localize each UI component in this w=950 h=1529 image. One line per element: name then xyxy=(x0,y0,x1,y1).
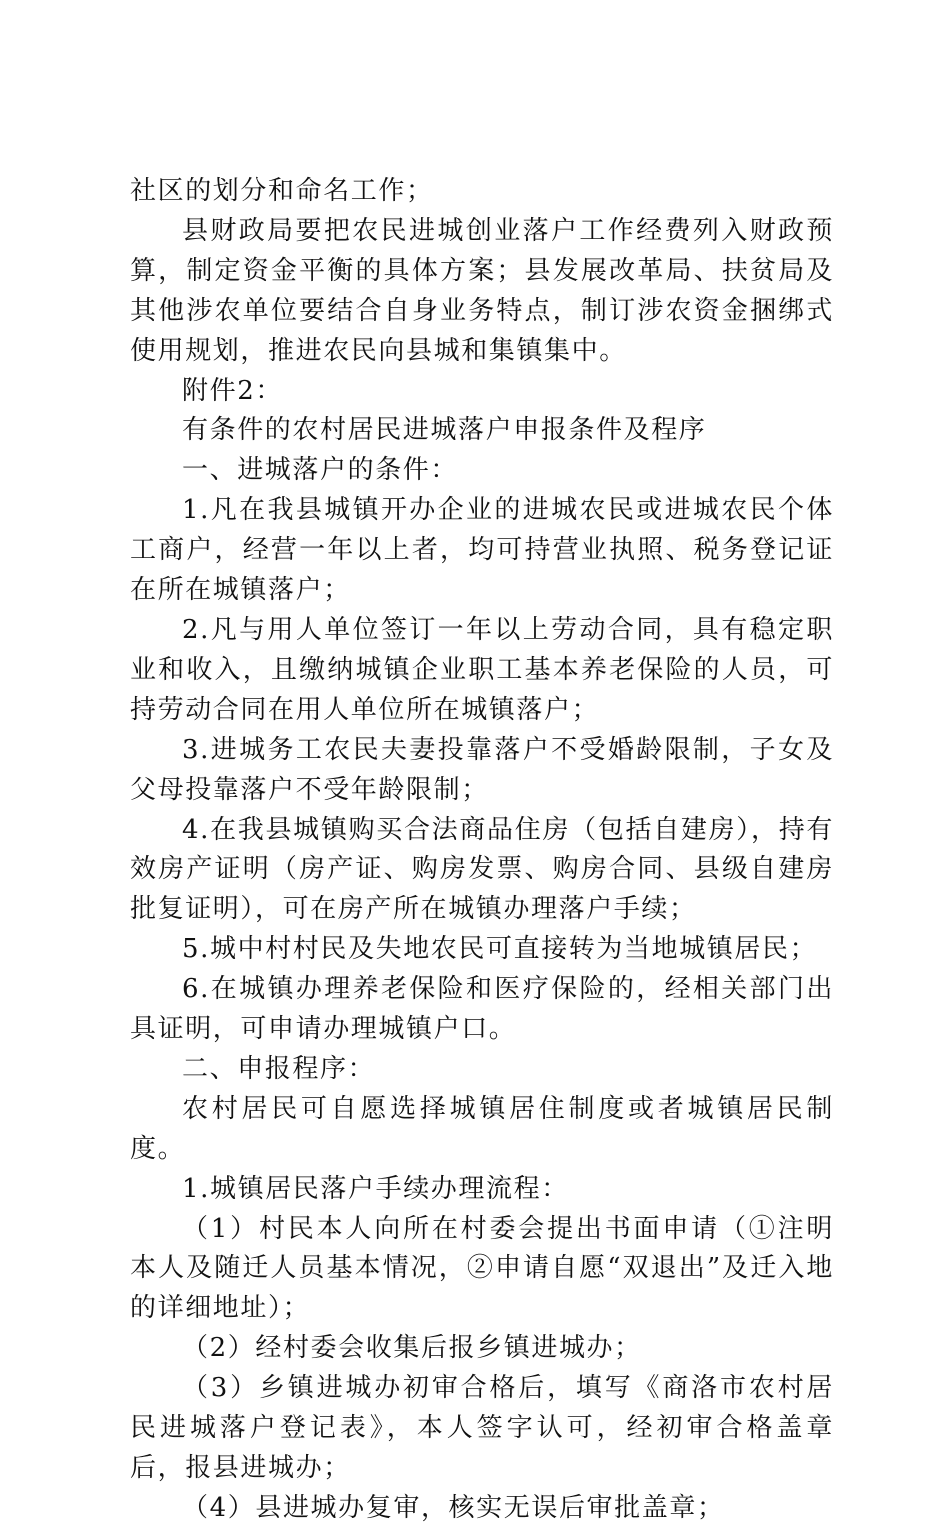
condition-item-1: 1.凡在我县城镇开办企业的进城农民或进城农民个体工商户，经营一年以上者，均可持营业执照、税务登记证在所在城镇落户； xyxy=(130,495,834,606)
paragraph-community-naming: 社区的划分和命名工作； xyxy=(130,176,434,206)
section-heading-procedure: 二、申报程序： xyxy=(182,1053,376,1084)
attachment-label: 附件2： xyxy=(182,375,283,406)
condition-item-6: 6.在城镇办理养老保险和医疗保险的，经相关部门出具证明，可申请办理城镇户口。 xyxy=(130,974,834,1045)
procedure-step-2: （2）经村委会收集后报乡镇进城办； xyxy=(182,1333,642,1364)
paragraph-finance-bureau: 县财政局要把农民进城创业落户工作经费列入财政预算，制定资金平衡的具体方案；县发展改革局、扶贫局及其他涉农单位要结合自身业务特点，制订涉农资金捆绑式使用规划，推进农民向县城和集镇集中。 xyxy=(130,215,834,366)
procedure-step-3: （3）乡镇进城办初审合格后，填写《商洛市农村居民进城落户登记表》，本人签字认可，经初审合格盖章后，报县进城办； xyxy=(130,1373,834,1483)
procedure-subheading-1: 1.城镇居民落户手续办理流程： xyxy=(182,1173,569,1204)
document-page xyxy=(130,172,834,1529)
condition-item-5: 5.城中村村民及失地农民可直接转为当地城镇居民； xyxy=(182,934,818,965)
condition-item-3: 3.进城务工农民夫妻投靠落户不受婚龄限制，子女及父母投靠落户不受年龄限制； xyxy=(130,734,834,805)
procedure-step-4: （4）县进城办复审，核实无误后审批盖章； xyxy=(182,1492,725,1523)
procedure-intro: 农村居民可自愿选择城镇居住制度或者城镇居民制度。 xyxy=(130,1093,834,1164)
condition-item-4: 4.在我县城镇购买合法商品住房（包括自建房），持有效房产证明（房产证、购房发票、购房合同、县级自建房批复证明），可在房产所在城镇办理落户手续； xyxy=(130,814,834,925)
section-heading-conditions: 一、进城落户的条件： xyxy=(182,455,459,486)
condition-item-2: 2.凡与用人单位签订一年以上劳动合同，具有稳定职业和收入，且缴纳城镇企业职工基本养老保险的人员，可持劳动合同在用人单位所在城镇落户； xyxy=(130,614,834,725)
procedure-step-1: （1）村民本人向所在村委会提出书面申请（①注明本人及随迁人员基本情况，②申请自愿“双退出”及迁入地的详细地址）； xyxy=(130,1213,834,1324)
attachment-title: 有条件的农村居民进城落户申报条件及程序 xyxy=(182,415,707,446)
